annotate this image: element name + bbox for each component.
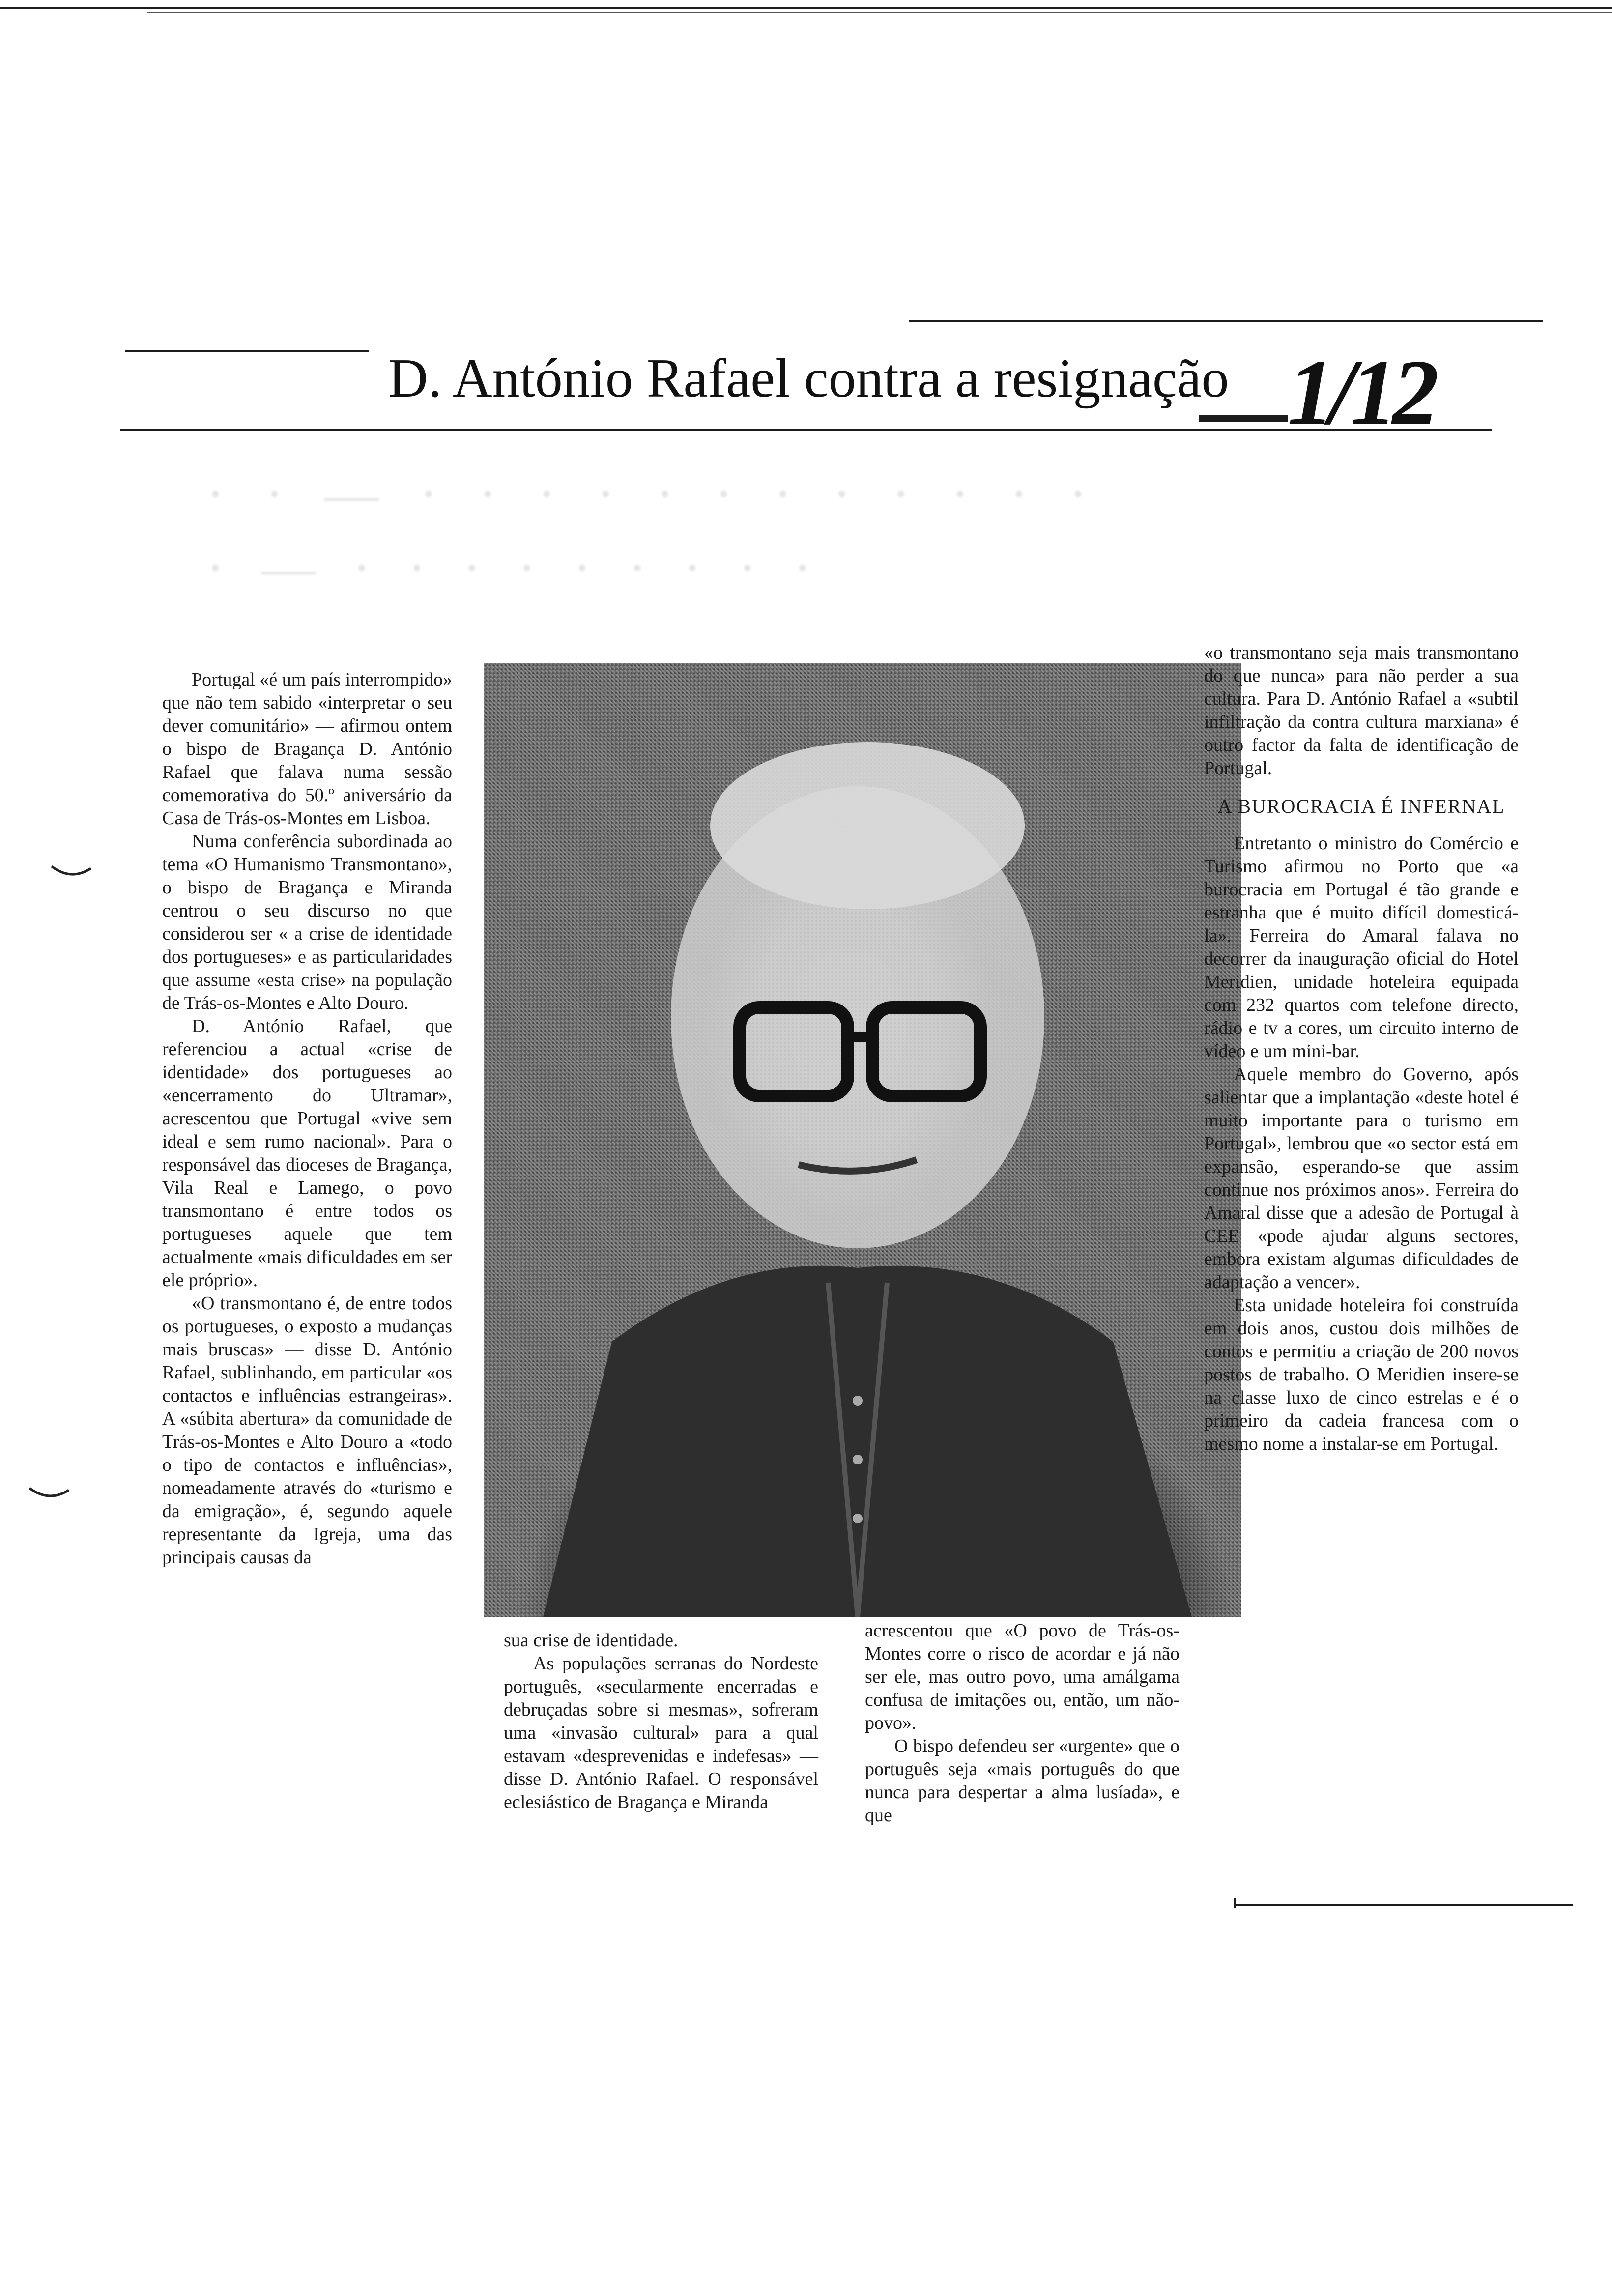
column-2: [504, 1629, 818, 1814]
col4-para-2: Aquele membro do Governo, após salientar que a implantação «deste hotel é muito importante para o turismo em Portugal», lembrou que «o sector está em expansão, esperando-se que assim continue nos próximos anos». Ferreira do Amaral disse que a adesão de Portugal à CEE «pode ajudar alguns sectores, embora existam algumas dificuldades de adaptação a vencer».: [1204, 1064, 1519, 1292]
bleed-through-ghost: · · — · · · · · · · · · · · · · — · · · · · · · · ·: [206, 464, 1101, 598]
bishop-photo: [484, 663, 1241, 1617]
header-rule-bottom: [120, 429, 1492, 431]
col1-para-3: D. António Rafael, que referenciou a actual «crise de identidade» dos portugueses ao «encerramento do Ultramar», acrescentou que Portugal «vive sem ideal e sem rumo nacional». Para o responsável das dioceses de Bragança, Vila Real e Lamego, o povo transmontano é entre todos os portugueses aquele que tem actualmente «mais dificuldades em ser ele próprio».: [162, 1016, 452, 1291]
column-4: [1204, 641, 1519, 1456]
col1-para-2: Numa conferência subordinada ao tema «O Humanismo Transmontano», o bispo de Bragança e Miranda centrou o seu discurso no que considerou ser « a crise de identidade dos portugueses» e as particularidades que assume «esta crise» na população de Trás-os-Montes e Alto Douro.: [162, 831, 452, 1013]
col1-para-1: Portugal «é um país interrompido» que não tem sabido «interpretar o seu dever comunitário» — afirmou ontem o bispo de Bragança D. António Rafael que falava numa sessão comemorativa do 50.º aniversário da Casa de Trás-os-Montes em Lisboa.: [162, 669, 452, 829]
scan-top-edge: [0, 7, 1612, 9]
col3-para-1: acrescentou que «O povo de Trás-os-Montes corre o risco de acordar e já não ser ele, mas outro povo, uma amálgama confusa de imitações ou, então, um não-povo».: [865, 1620, 1180, 1733]
header-rule-accent: [1199, 415, 1288, 422]
col2-para-2: As populações serranas do Nordeste português, «secularmente encerradas e debruçadas sobre si mesmas», sofreram uma «invasão cultural» para a qual estavam «desprevenidas e indefesas» — disse D. António Rafael. O responsável eclesiástico de Bragança e Miranda: [504, 1653, 818, 1812]
column-1: [162, 668, 452, 1569]
col1-para-4: «O transmontano é, de entre todos os portugueses, o exposto a mudanças mais bruscas» — disse D. António Rafael, sublinhando, em particular «os contactos e influências estrangeiras». A «súbita abertura» da comunidade de Trás-os-Montes e Alto Douro a «todo o tipo de contactos e influências», nomeadamente através do «turismo e da emigração», é, segundo aquele representante da Igreja, uma das principais causas da: [162, 1293, 452, 1568]
col4-para-top: «o transmontano seja mais transmontano do que nunca» para não perder a sua cultura. Para D. António Rafael a «subtil infiltração da contra cultura marxiana» é outro factor da falta de identificação de Portugal.: [1204, 642, 1519, 778]
bishop-photo-graphic: [484, 663, 1241, 1617]
col3-para-2: O bispo defendeu ser «urgente» que o português seja «mais português do que nunca para despertar a alma lusíada», e que: [865, 1736, 1180, 1826]
column-3: [865, 1619, 1180, 1827]
col2-para-1: sua crise de identidade.: [504, 1630, 678, 1651]
col4-para-1: Entretanto o ministro do Comércio e Turismo afirmou no Porto que «a burocracia em Portugal é tão grande e estranha que é muito difícil domesticá-la». Ferreira do Amaral falava no decorrer da inauguração oficial do Hotel Meridien, unidade hoteleira equipada com 232 quartos com telefone directo, rádio e tv a cores, um circuito interno de vídeo e um mini-bar.: [1204, 833, 1519, 1062]
col4-para-3: Esta unidade hoteleira foi construída em dois anos, custou dois milhões de contos e permitiu a criação de 200 novos postos de trabalho. O Meridien insere-se na classe luxo de cinco estrelas e é o primeiro da cadeia francesa com o mesmo nome a instalar-se em Portugal.: [1204, 1295, 1519, 1454]
section-subhead: A BUROCRACIA É INFERNAL: [1217, 795, 1505, 817]
handwritten-note: 1/12: [1288, 341, 1434, 444]
margin-mark-1: [49, 862, 93, 882]
article-end-tick: [1234, 1898, 1236, 1908]
article-title: D. António Rafael contra a resignação: [388, 348, 1229, 409]
article-end-rule: [1234, 1904, 1573, 1906]
header-rule-top: [125, 350, 369, 352]
scan-top-edge-shadow: [147, 12, 1612, 13]
header-rule-top-right: [909, 320, 1543, 322]
margin-mark-2: [27, 1484, 71, 1504]
